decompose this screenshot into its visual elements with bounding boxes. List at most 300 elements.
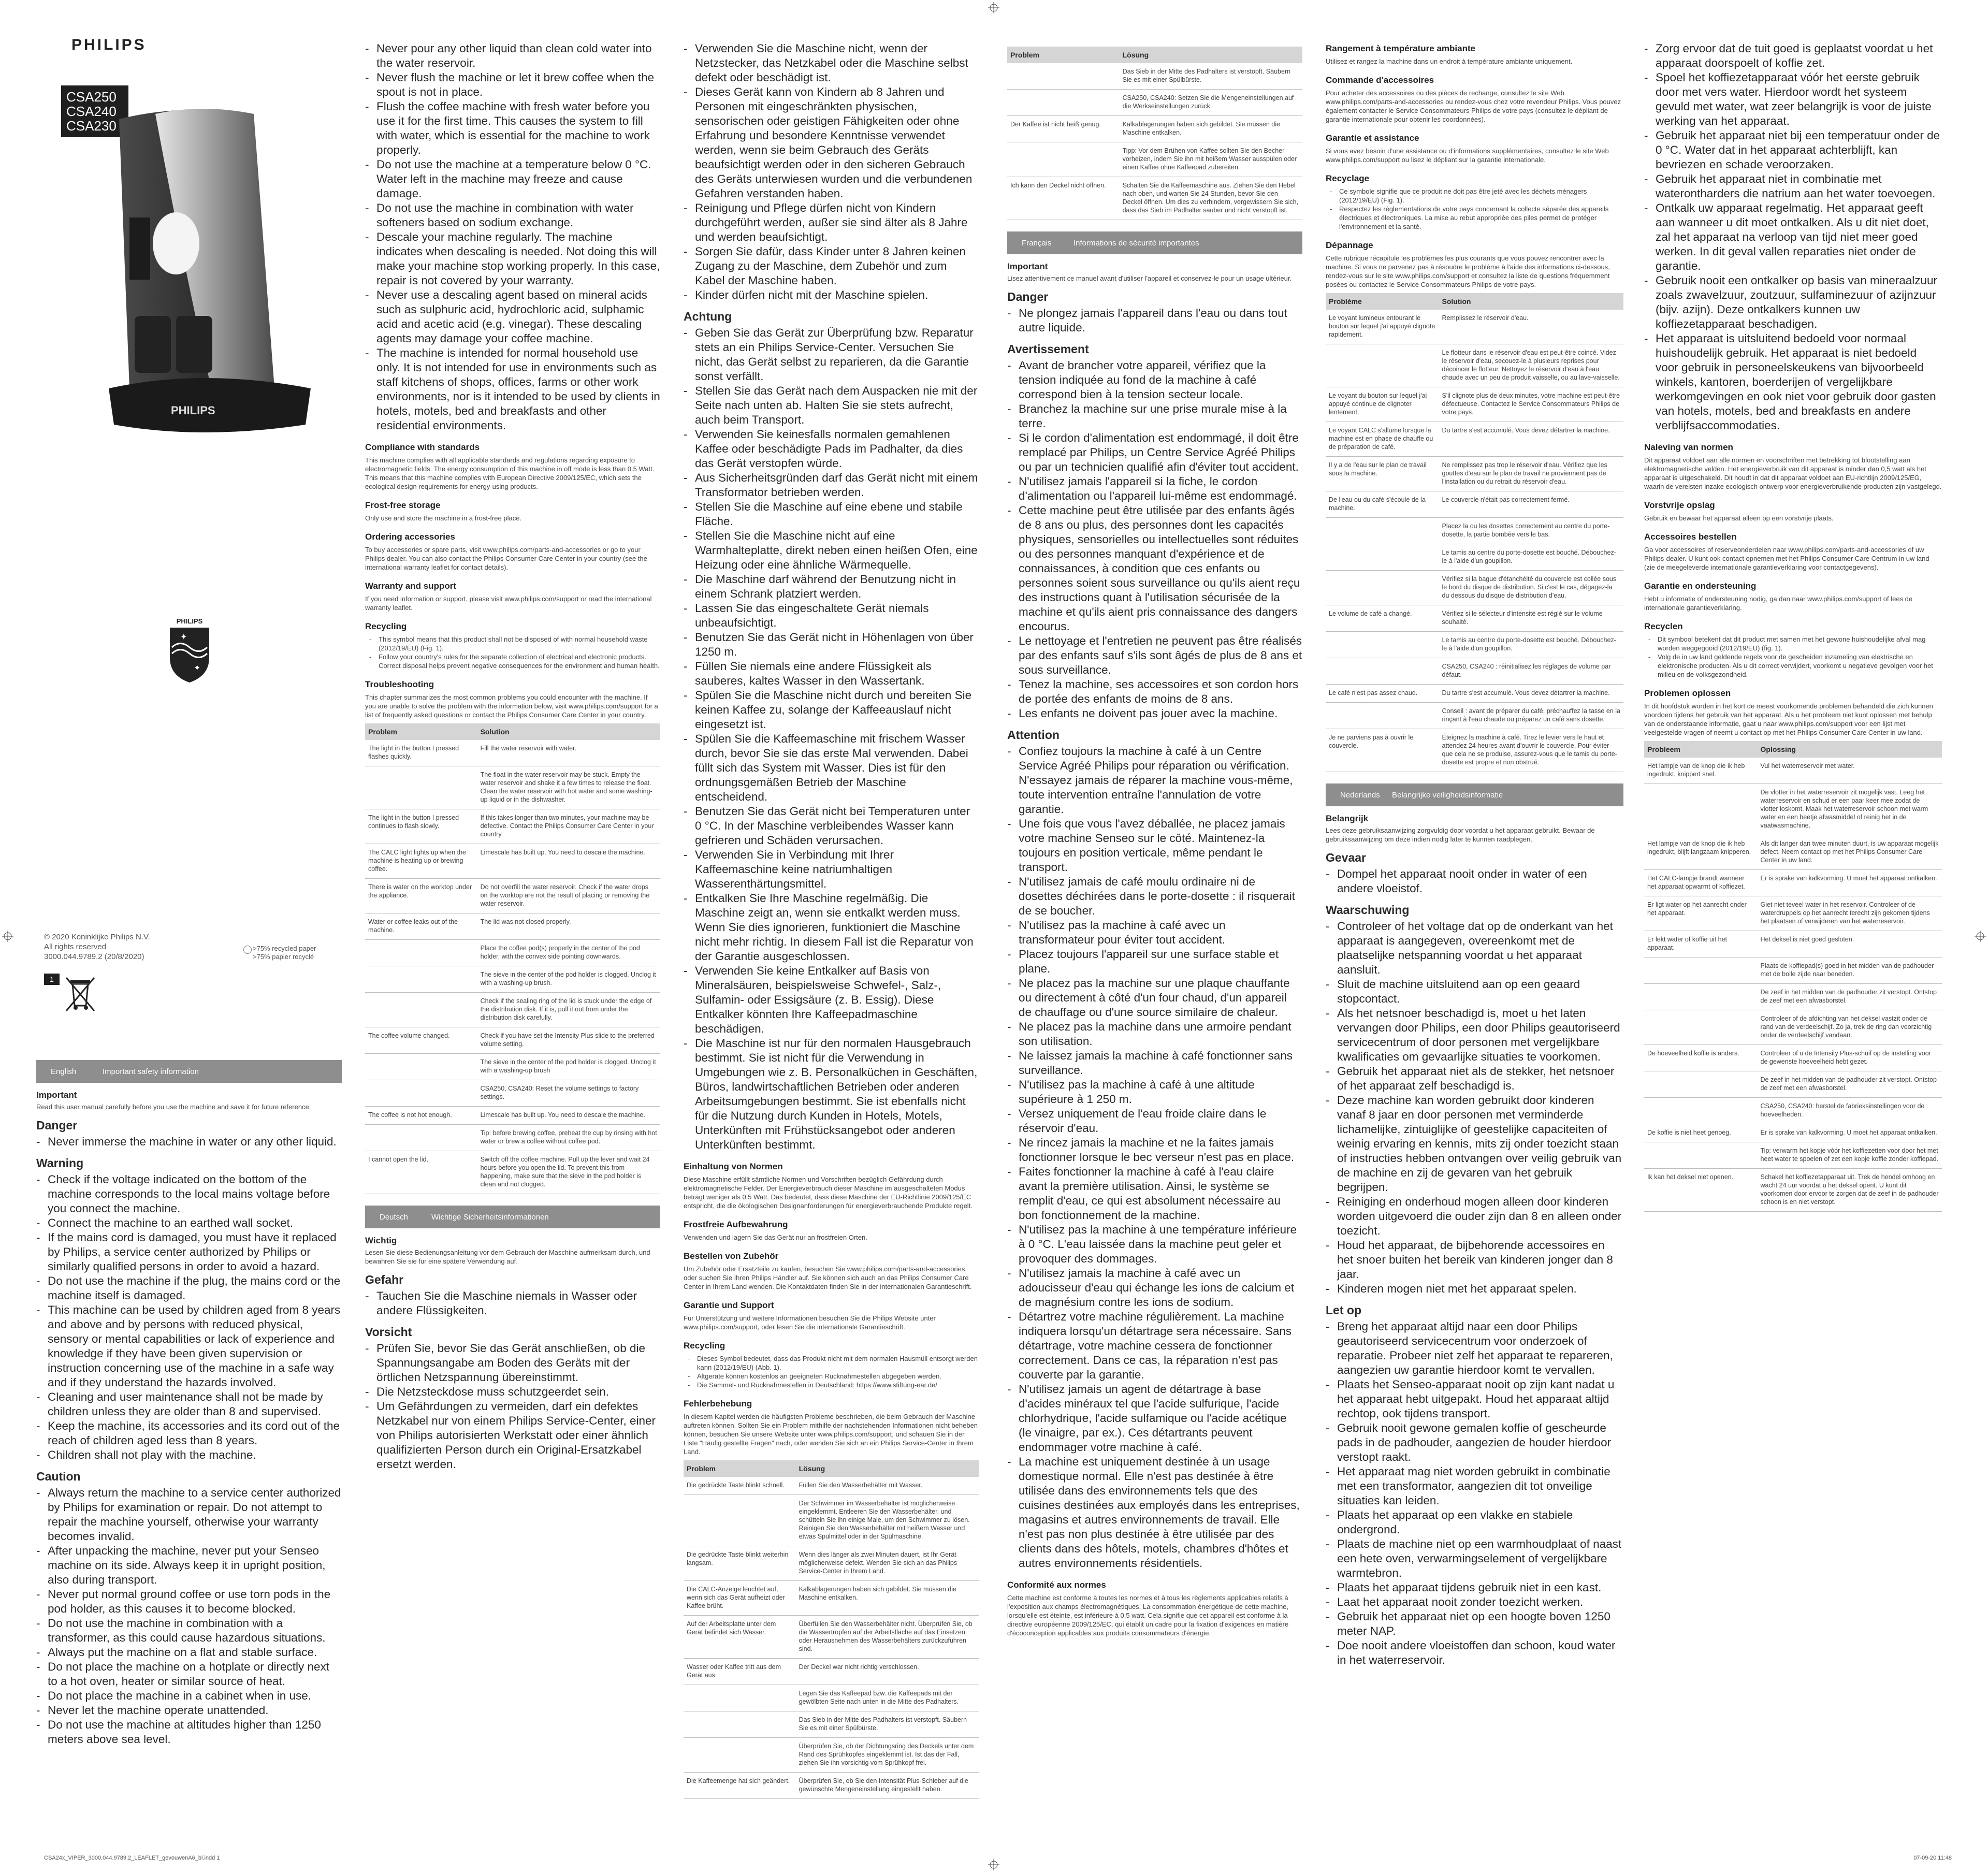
problem-cell: The coffee volume changed. (365, 1027, 477, 1054)
recycling-heading: Recycling (684, 1341, 725, 1351)
table-row (1007, 63, 1302, 90)
list-item: - Never pour any other liquid than clean cold water into the water reservoir. (365, 41, 660, 70)
solution-cell: Fill the water reservoir with water. (477, 740, 660, 766)
table-row (1326, 605, 1623, 632)
caution-list (684, 326, 979, 1152)
table-row (1007, 116, 1302, 142)
table-row (1644, 835, 1942, 870)
list-item: - Faites fonctionner la machine à café à l'eau claire avant la première utilisation. Ainsi, le système se remplit d'eau, ce qui est absolument nécessaire au bon fonctionnement de la machine. (1007, 1165, 1302, 1223)
language-label: Deutsch (380, 1212, 409, 1222)
solution-cell: The sieve in the center of the pod holder is clogged. Unclog it with a washing-up brush. (477, 966, 660, 993)
solution-cell: Der Schwimmer im Wasserbehälter ist möglicherweise eingeklemmt. Entleeren Sie den Wasserbehälter, und schütteln Sie ihn einige Male, um den Schwimmer zu lösen. Reinigen Sie den Wasserbehälter mit heißem Wasser und etwas Spülmittel oder in der Spülmaschine. (796, 1495, 979, 1546)
table-row (1326, 632, 1623, 658)
list-item: - Volg de in uw land geldende regels voor de gescheiden inzameling van elektrische en elektronische producten. Als u dit correct verwijdert, voorkomt u negatieve gevolgen voor het milieu en de volksgezondheid. (1644, 652, 1942, 679)
warning-list (1326, 919, 1623, 1296)
solution-cell: Das Sieb in der Mitte des Padhalters ist verstopft. Säubern Sie es mit einer Spülbürste. (1120, 63, 1302, 90)
troubleshooting-heading: Troubleshooting (365, 679, 434, 689)
section-heading: Wichtige Sicherheitsinformationen (431, 1212, 549, 1222)
frost-section (684, 1220, 979, 1242)
problem-cell: De koffie is niet heet genoeg. (1644, 1124, 1758, 1142)
list-item: - N'utilisez pas la machine à une température inférieure à 0 °C. L'eau laissée dans la machine peut geler et provoquer des dommages. (1007, 1223, 1302, 1266)
list-item: - Gebruik nooit een ontkalker op basis van mineraalzuur zoals zwavelzuur, zoutzuur, sulfaminezuur of azijnzuur (bijv. azijn). Deze ontkalkers kunnen uw koffiezetapparaat beschadigen. (1644, 273, 1942, 331)
solution-cell: CSA250, CSA240: herstel de fabrieksinstellingen voor de hoeveelheden. (1758, 1098, 1942, 1124)
print-date: 07-09-20 11:48 (1913, 1855, 1952, 1861)
list-item: - Sluit de machine uitsluitend aan op een geaard stopcontact. (1326, 977, 1623, 1006)
german-continued (684, 41, 979, 1802)
compliance-section (1644, 442, 1942, 491)
solution-cell: Der Deckel war nicht richtig verschlossen. (796, 1659, 979, 1685)
registration-mark-icon (1975, 931, 1986, 942)
solution-cell: Switch off the coffee machine. Pull up the lever and wait 24 hours before you open the lid. To prevent this from happening, make sure that the sieve in the pod holder is clean and not clogged. (477, 1151, 660, 1194)
solution-cell: Überfüllen Sie den Wasserbehälter nicht. Überprüfen Sie, ob die Wassertropfen auf der Arbeitsfläche auf das Einsetzen oder Herausnehmen des Wasserbehälters zurückzuführen sind. (796, 1616, 979, 1659)
troubleshooting-heading: Dépannage (1326, 240, 1373, 250)
recycling-list (1326, 187, 1623, 231)
troubleshooting-section (365, 679, 660, 719)
table-row (1007, 90, 1302, 116)
recycling-section (1326, 173, 1623, 231)
solution-cell: Check if the sealing ring of the lid is stuck under the edge of the distribution disk. If it is, pull it out from under the distribution disk carefully. (477, 993, 660, 1027)
table-row (684, 1685, 979, 1711)
list-item: - Plaats de machine niet op een warmhoudplaat of naast een hete oven, verwarmingselement of vergelijkbare warmtebron. (1326, 1537, 1623, 1580)
list-item: - Stellen Sie das Gerät nach dem Auspacken nie mit der Seite nach unten ab. Halten Sie sie stets aufrecht, auch beim Transport. (684, 384, 979, 427)
warranty-text: If you need information or support, please visit www.philips.com/support or read the international warranty leaflet. (365, 595, 652, 612)
solution-cell: Wenn dies länger als zwei Minuten dauert, ist Ihr Gerät möglicherweise defekt. Wenden Sie sich an das Philips Service-Center in Ihrem Land. (796, 1546, 979, 1581)
troubleshooting-text: Cette rubrique récapitule les problèmes les plus courants que vous pouvez rencontrer avec la machine. Si vous ne parvenez pas à résoudre le problème à l'aide des informations ci-dessous, rendez-vous sur le site www.philips.com/support et consultez la liste de questions fréquemment posées ou contactez le Service Consommateurs Philips de votre pays. (1326, 254, 1610, 288)
warning-list (1007, 358, 1302, 721)
warranty-text: Für Unterstützung und weitere Informationen besuchen Sie die Philips Website unter www.philips.com/support, oder lesen Sie die internationale Garantieschrift. (684, 1314, 936, 1331)
warning-heading: Vorsicht (365, 1325, 412, 1339)
frost-section (365, 500, 660, 523)
list-item: - Do not place the machine in a cabinet when in use. (36, 1689, 342, 1703)
problem-cell (1644, 1098, 1758, 1124)
important-heading: Belangrijk (1326, 814, 1369, 823)
problem-cell (1007, 90, 1120, 116)
list-item: - This machine can be used by children aged from 8 years and above and by persons with reduced physical, sensory or mental capabilities or lack of experience and knowledge if they have been given supervision or instruction concerning use of the machine in a safe way and if they understand the hazards involved. (36, 1303, 342, 1390)
list-item: - Do not place the machine on a hotplate or directly next to a hot oven, heater or similar source of heat. (36, 1660, 342, 1689)
table-row (1326, 422, 1623, 457)
important-text: Read this user manual carefully before you use the machine and save it for future reference. (36, 1103, 311, 1111)
troubleshooting-section (1644, 688, 1942, 737)
list-item: - Children shall not play with the machine. (36, 1448, 342, 1462)
troubleshooting-section (684, 1399, 979, 1456)
column-header: Problem (1007, 47, 1120, 63)
troubleshooting-table (1644, 741, 1942, 1212)
warning-list (36, 1172, 342, 1462)
table-row (684, 1581, 979, 1616)
table-row (1007, 177, 1302, 220)
problem-cell (1007, 142, 1120, 177)
list-item: - Ne laissez jamais la machine à café fonctionner sans surveillance. (1007, 1049, 1302, 1078)
solution-cell: Schalten Sie die Kaffeemaschine aus. Ziehen Sie den Hebel nach oben, und warten Sie 24 Stunden, bevor Sie den Deckel öffnen. Um dies zu verhindern, vergewissern Sie sich, dass das Sieb im Padhalter sauber und nicht verstopft ist. (1120, 177, 1302, 220)
troubleshooting-text: This chapter summarizes the most common problems you could encounter with the machine. If you are unable to solve the problem with the information below, visit www.philips.com/support for a list of frequently asked questions or contact the Philips Consumer Care Center in your country. (365, 693, 658, 719)
important-heading: Important (1007, 262, 1048, 271)
problem-cell: Die Kaffeemenge hat sich geändert. (684, 1773, 796, 1799)
list-item: - Ne rincez jamais la machine et ne la faites jamais fonctionner lorsque le bec verseur n'est pas en place. (1007, 1136, 1302, 1165)
table-row (1326, 658, 1623, 685)
ordering-text: Um Zubehör oder Ersatzteile zu kaufen, besuchen Sie www.philips.com/parts-and-accessories, oder suchen Sie Ihren Philips Händler auf. Sie können sich auch an das Philips Consumer Care Center in Ihrem Land wenden. Die Kontaktdaten finden Sie in der internationalen Garantieschrift. (684, 1265, 972, 1290)
solution-cell: Füllen Sie den Wasserbehälter mit Wasser. (796, 1477, 979, 1495)
solution-cell: Das Sieb in der Mitte des Padhalters ist verstopft. Säubern Sie es mit einer Spülbürste. (796, 1711, 979, 1738)
language-label: English (51, 1067, 77, 1076)
list-item: - Cette machine peut être utilisée par des enfants âgés de 8 ans ou plus, des personnes dont les capacités physiques, sensorielles ou intellectuelles sont réduites ou des personnes manquant d'expérience et de connaissances, à condition que ces enfants ou personnes soient sous surveillance ou qu'ils aient reçu des instructions quant à l'utilisation sécurisée de la machine et qu'ils aient pris connaissance des dangers encourus. (1007, 503, 1302, 634)
table-row (1644, 984, 1942, 1010)
list-item: - Détartrez votre machine régulièrement. La machine indiquera lorsqu'un détartrage sera nécessaire. Sans détartrage, votre machine cessera de fonctionner correctement. Dans ce cas, la réparation n'est pas couverte par la garantie. (1007, 1310, 1302, 1382)
list-item: - Prüfen Sie, bevor Sie das Gerät anschließen, ob die Spannungsangabe am Boden des Geräts mit der örtlichen Netzspannung übereinstimmt. (365, 1341, 660, 1385)
recycling-section (365, 621, 660, 670)
list-item: - Stellen Sie die Maschine auf eine ebene und stabile Fläche. (684, 500, 979, 529)
list-item: - Ne placez pas la machine sur une plaque chauffante ou directement à côté d'un four chaud, d'un appareil de chauffage ou d'une source similaire de chaleur. (1007, 976, 1302, 1020)
solution-cell: CSA250, CSA240: Setzen Sie die Mengeneinstellungen auf die Werkseinstellungen zurück. (1120, 90, 1302, 116)
ordering-heading: Accessoires bestellen (1644, 532, 1737, 542)
table-row (1644, 1124, 1942, 1142)
list-item: - Lassen Sie das eingeschaltete Gerät niemals unbeaufsichtigt. (684, 601, 979, 630)
problem-cell: The coffee is not hot enough. (365, 1107, 477, 1125)
recycling-section (1644, 621, 1942, 679)
solution-cell: De zeef in het midden van de padhouder zit verstopt. Ontstop de zeef met een afwasborstel. (1758, 1071, 1942, 1098)
safety-list (1644, 41, 1942, 433)
list-item: - Dieses Symbol bedeutet, dass das Produkt nicht mit dem normalen Hausmüll entsorgt werden kann (2012/19/EU) (Abb. 1). (684, 1354, 979, 1372)
problem-cell: Die gedrückte Taste blinkt schnell. (684, 1477, 796, 1495)
ordering-heading: Ordering accessories (365, 532, 455, 542)
list-item: - Zorg ervoor dat de tuit goed is geplaatst voordat u het apparaat doorspoelt of koffie zet. (1644, 41, 1942, 70)
list-item: - Tenez la machine, ses accessoires et son cordon hors de portée des enfants de moins de 8 ans. (1007, 677, 1302, 706)
model-name: CSA240 (66, 104, 117, 119)
list-item: - Never flush the machine or let it brew coffee when the spout is not in place. (365, 70, 660, 99)
list-item: - Follow your country's rules for the separate collection of electrical and electronic products. Correct disposal helps prevent negative consequences for the environment and human health. (365, 652, 660, 670)
german-french-column (1007, 41, 1302, 1639)
table-row (365, 1151, 660, 1194)
table-row (365, 844, 660, 879)
registration-mark-icon (988, 2, 999, 13)
language-label: Nederlands (1340, 790, 1380, 800)
crossed-bin-icon (62, 974, 98, 1015)
table-row (1644, 758, 1942, 784)
table-row (684, 1495, 979, 1546)
warranty-heading: Garantie en ondersteuning (1644, 581, 1757, 591)
list-item: - Always return the machine to a service center authorized by Philips for examination or repair. Do not attempt to repair the machine yourself, otherwise your warranty becomes invalid. (36, 1486, 342, 1544)
solution-cell: De vlotter in het waterreservoir zit mogelijk vast. Leeg het waterreservoir en schud er een paar keer mee zodat de vlotter loskomt. Maak het waterreservoir schoon met warm water en een beetje afwasmiddel of reinig het in de vaatwasmachine. (1758, 784, 1942, 835)
ordering-text: Ga voor accessoires of reserveonderdelen naar www.philips.com/parts-and-accessories of uw Philips-dealer. U kunt ook contact opnemen met het Philips Consumer Care Centrum in uw land (zie de meegeleverde internationale garantieverklaring voor contactgegevens). (1644, 546, 1929, 571)
list-item: - Plaats het Senseo-apparaat nooit op zijn kant nadat u het apparaat hebt uitgepakt. Houd het apparaat altijd rechtop, ook tijdens transport. (1326, 1377, 1623, 1421)
caution-list (1326, 1319, 1623, 1667)
frost-heading: Frost-free storage (365, 500, 441, 510)
solution-cell: Tipp: Vor dem Brühen von Kaffee sollten Sie den Becher vorheizen, indem Sie ihn mit heißem Wasser ausspülen oder einen Kaffee ohne Kaffeepad zubereiten. (1120, 142, 1302, 177)
solution-cell: Er is sprake van kalkvorming. U moet het apparaat ontkalken. (1758, 870, 1942, 896)
list-item: - This symbol means that this product shall not be disposed of with normal household waste (2012/19/EU) (Fig. 1). (365, 635, 660, 652)
problem-cell (1326, 518, 1439, 544)
column-header: Problem (684, 1460, 796, 1477)
frost-section (1644, 500, 1942, 523)
column-header: Solution (1439, 293, 1624, 310)
table-row (1326, 457, 1623, 491)
warranty-section (684, 1300, 979, 1331)
solution-cell: Legen Sie das Kaffeepad bzw. die Kaffeepads mit der gewölbten Seite nach unten in die Mitte des Padhalters. (796, 1685, 979, 1711)
table-row (365, 913, 660, 940)
list-item: - After unpacking the machine, never put your Senseo machine on its side. Always keep it in upright position, also during transport. (36, 1544, 342, 1587)
list-item: - Confiez toujours la machine à café à un Centre Service Agréé Philips pour réparation ou vérification. N'essayez jamais de réparer la machine vous-même, toute intervention entraîne l'annulation de votre garantie. (1007, 744, 1302, 817)
list-item: - Spoel het koffiezetapparaat vóór het eerste gebruik door met vers water. Hierdoor wordt het systeem gevuld met water, wat zeer belangrijk is voor de juiste werking van het apparaat. (1644, 70, 1942, 128)
list-item: - Ne plongez jamais l'appareil dans l'eau ou dans tout autre liquide. (1007, 306, 1302, 335)
solution-cell: Controleer of u de Intensity Plus-schuif op de instelling voor de gewenste hoeveelheid hebt gezet. (1758, 1045, 1942, 1071)
compliance-section (684, 1162, 979, 1210)
warranty-section (1644, 581, 1942, 612)
problem-cell (1644, 1010, 1758, 1045)
warranty-heading: Warranty and support (365, 581, 456, 591)
language-header-dutch (1326, 783, 1623, 806)
problem-cell: De hoeveelheid koffie is anders. (1644, 1045, 1758, 1071)
table-row (1644, 1071, 1942, 1098)
english-section (36, 1049, 342, 1747)
table-row (684, 1477, 979, 1495)
troubleshooting-heading: Problemen oplossen (1644, 688, 1731, 698)
list-item: - Benutzen Sie das Gerät nicht in Höhenlagen von über 1250 m. (684, 630, 979, 659)
problem-cell: There is water on the worktop under the appliance. (365, 879, 477, 913)
solution-cell: If this takes longer than two minutes, your machine may be defective. Contact the Philips Consumer Care Center in your country. (477, 809, 660, 844)
column-header: Problème (1326, 293, 1439, 310)
recycled-paper-note (253, 945, 316, 961)
problem-cell (1326, 658, 1439, 685)
table-row (1644, 1098, 1942, 1124)
list-item: - Plaats het apparaat tijdens gebruik niet in een kast. (1326, 1580, 1623, 1595)
problem-cell (684, 1685, 796, 1711)
registration-mark-icon (988, 1859, 999, 1870)
warning-heading: Warning (36, 1156, 84, 1170)
solution-cell: S'il clignote plus de deux minutes, votre machine est peut-être défectueuse. Contactez le Service Consommateurs Philips de votre pays. (1439, 387, 1624, 422)
list-item: - Dompel het apparaat nooit onder in water of een andere vloeistof. (1326, 867, 1623, 896)
problem-cell (1326, 703, 1439, 729)
column-header: Oplossing (1758, 741, 1942, 758)
problem-cell: Je ne parviens pas à ouvrir le couvercle. (1326, 729, 1439, 772)
philips-shield-logo (165, 616, 214, 684)
list-item: - The machine is intended for normal household use only. It is not intended for use in environments such as staff kitchens of shops, offices, farms or other work environments, nor is it intended to be used by clients in hotels, motels, bed and breakfasts and other residential environments. (365, 346, 660, 433)
problem-cell (365, 940, 477, 966)
table-row (365, 766, 660, 809)
problem-cell: Het lampje van de knop die ik heb ingedrukt, blijft langzaam knipperen. (1644, 835, 1758, 870)
table-row (684, 1616, 979, 1659)
compliance-section (365, 442, 660, 491)
solution-cell: Ne remplissez pas trop le réservoir d'eau. Vérifiez que les gouttes d'eau sur le plan de travail ne proviennent pas de l'installation ou du retrait du réservoir d'eau. (1439, 457, 1624, 491)
list-item: - Doe nooit andere vloeistoffen dan schoon, koud water in het waterreservoir. (1326, 1638, 1623, 1667)
list-item: - Never let the machine operate unattended. (36, 1703, 342, 1718)
solution-cell: Er is sprake van kalkvorming. U moet het apparaat ontkalken. (1758, 1124, 1942, 1142)
list-item: - Keep the machine, its accessories and its cord out of the reach of children aged less than 8 years. (36, 1419, 342, 1448)
problem-cell (365, 966, 477, 993)
list-item: - Never immerse the machine in water or any other liquid. (36, 1135, 342, 1149)
list-item: - Verwenden Sie keine Entkalker auf Basis von Mineralsäuren, beispielsweise Schwefel-, Salz-, Sulfamin- oder Essigsäure (z. B. Essig). Diese Entkalker könnten Ihre Kaffeepadmaschine beschädigen. (684, 964, 979, 1036)
solution-cell: CSA250, CSA240: Reset the volume settings to factory settings. (477, 1080, 660, 1107)
list-item: - Verwenden Sie keinesfalls normalen gemahlenen Kaffee oder beschädigte Pads im Padhalter, da dies das Gerät verstopfen würde. (684, 427, 979, 471)
list-item: - Branchez la machine sur une prise murale mise à la terre. (1007, 402, 1302, 431)
language-header-german (365, 1206, 660, 1228)
solution-cell: Schakel het koffiezetapparaat uit. Trek de hendel omhoog en wacht 24 uur voordat u het deksel opent. U kunt dit voorkomen door ervoor te zorgen dat de zeef in de padhouder schoon is en niet verstopt. (1758, 1169, 1942, 1212)
list-item: - Deze machine kan worden gebruikt door kinderen vanaf 8 jaar en door personen met verminderde lichamelijke, zintuiglijke of geestelijke capaciteiten of weinig ervaring en kennis, mits zij onder toezicht staan of instructies hebben ontvangen over veilig gebruik van de machine en zij de gevaren van het gebruik begrijpen. (1326, 1093, 1623, 1195)
problem-cell (365, 1080, 477, 1107)
solution-cell: Het deksel is niet goed gesloten. (1758, 931, 1942, 957)
troubleshooting-table (684, 1460, 979, 1799)
ordering-section (1326, 75, 1623, 124)
solution-cell: Du tartre s'est accumulé. Vous devez détartrer la machine. (1439, 422, 1624, 457)
dutch-continued (1644, 41, 1942, 1215)
list-item: - Sorgen Sie dafür, dass Kinder unter 8 Jahren keinen Zugang zu der Maschine, dem Zubehör und zum Kabel der Maschine haben. (684, 244, 979, 288)
solution-cell: Kalkablagerungen haben sich gebildet. Sie müssen die Maschine entkalken. (1120, 116, 1302, 142)
table-row (365, 1054, 660, 1080)
ambient-section (1326, 43, 1623, 66)
ambient-text: Utilisez et rangez la machine dans un endroit à température ambiante uniquement. (1326, 57, 1573, 65)
solution-cell: Plaats de koffiepad(s) goed in het midden van de padhouder met de bolle zijde naar beneden. (1758, 957, 1942, 984)
list-item: - Flush the coffee machine with fresh water before you use it for the first time. This causes the system to fill with water, which is essential for the machine to work properly. (365, 99, 660, 157)
frost-heading: Frostfreie Aufbewahrung (684, 1220, 788, 1229)
recycling-list (365, 635, 660, 670)
list-item: - Verwenden Sie die Maschine nicht, wenn der Netzstecker, das Netzkabel oder die Maschine selbst defekt oder beschädigt ist. (684, 41, 979, 85)
list-item: - Breng het apparaat altijd naar een door Philips geautoriseerd servicecentrum voor onderzoek of reparatie. Probeer niet zelf het apparaat te repareren, aangezien uw garantie hierdoor komt te vervallen. (1326, 1319, 1623, 1377)
list-item: - Die Maschine ist nur für den normalen Hausgebrauch bestimmt. Sie ist nicht für die Verwendung in Umgebungen wie z. B. Personalküchen in Geschäften, Büros, landwirtschaftlichen Betrieben oder anderen Arbeitsumgebungen bestimmt. Sie ist ebenfalls nicht für die Nutzung durch Kunden in Hotels, Motels, Unterkünften mit Frühstücksangebot oder anderen Unterkünften bestimmt. (684, 1036, 979, 1152)
problem-cell: Er ligt water op het aanrecht onder het apparaat. (1644, 896, 1758, 931)
list-item: - Connect the machine to an earthed wall socket. (36, 1216, 342, 1230)
troubleshooting-section (1326, 240, 1623, 289)
table-row (365, 1080, 660, 1107)
solution-cell: Limescale has built up. You need to descale the machine. (477, 844, 660, 879)
list-item: - Une fois que vous l'avez déballée, ne placez jamais votre machine Senseo sur le côté. Maintenez-la toujours en position verticale, même pendant le transport. (1007, 817, 1302, 875)
list-item: - Spülen Sie die Kaffeemaschine mit frischem Wasser durch, bevor Sie sie das erste Mal verwenden. Dabei füllt sich das System mit Wasser. Dies ist für den ordnungsgemäßen Betrieb der Maschine entscheidend. (684, 732, 979, 804)
problem-cell: Water or coffee leaks out of the machine. (365, 913, 477, 940)
solution-cell: The sieve in the center of the pod holder is clogged. Unclog it with a washing-up brush (477, 1054, 660, 1080)
list-item: - Laat het apparaat nooit zonder toezicht werken. (1326, 1595, 1623, 1609)
solution-cell: Check if you have set the Intensity Plus slide to the preferred volume setting. (477, 1027, 660, 1054)
model-name: CSA250 (66, 89, 117, 105)
troubleshooting-text: In dit hoofdstuk worden in het kort de meest voorkomende problemen behandeld die zich kunnen voordoen tijdens het gebruik van het apparaat. Als u het probleem niet kunt oplossen met behulp van de onderstaande informatie, gaat u naar www.philips.com/support voor een lijst met veelgestelde vragen of neemt u contact op met het Philips Consumer Care Center in uw land. (1644, 702, 1933, 736)
list-item: - Benutzen Sie das Gerät nicht bei Temperaturen unter 0 °C. In der Maschine verbleibendes Wasser kann gefrieren und Schäden verursachen. (684, 804, 979, 848)
compliance-text: Cette machine est conforme à toutes les normes et à tous les règlements applicables relatifs à l'exposition aux champs électromagnétiques. La consommation énergétique de cette machine, lorsqu'elle est éteinte, est inférieure à 0,5 watt. Cela signifie que cet appareil est conforme à la directive européenne 2009/125/EC, qui établit un cadre pour la fixation d'exigences en matière d'écoconception applicables aux produits consommateurs d'énergie. (1007, 1594, 1289, 1637)
list-item: - Um Gefährdungen zu vermeiden, darf ein defektes Netzkabel nur von einem Philips Service-Center, einer von Philips autorisierten Werkstatt oder einer ähnlich qualifizierten Person durch ein Original-Ersatzkabel ersetzt werden. (365, 1399, 660, 1472)
list-item: - Ce symbole signifie que ce produit ne doit pas être jeté avec les déchets ménagers (2012/19/EU) (Fig. 1). (1326, 187, 1623, 205)
compliance-heading: Conformité aux normes (1007, 1580, 1106, 1590)
frost-heading: Vorstvrije opslag (1644, 500, 1715, 510)
recycled-line: >75% recycled paper (253, 945, 316, 952)
list-item: - Do not use the machine in combination with a transformer, as this could cause hazardous situations. (36, 1616, 342, 1645)
language-label: Français (1022, 238, 1052, 248)
problem-cell: I cannot open the lid. (365, 1151, 477, 1194)
list-item: - Si le cordon d'alimentation est endommagé, il doit être remplacé par Philips, un Centre Service Agréé Philips ou par un technicien qualifié afin d'éviter tout accident. (1007, 431, 1302, 474)
list-item: - Die Netzsteckdose muss schutzgeerdet sein. (365, 1385, 660, 1399)
warranty-heading: Garantie et assistance (1326, 133, 1419, 143)
list-item: - Reiniging en onderhoud mogen alleen door kinderen worden uitgevoerd die ouder zijn dan 8 en alleen onder toezicht. (1326, 1195, 1623, 1238)
table-row (365, 1125, 660, 1151)
table-row (365, 966, 660, 993)
list-item: - Always put the machine on a flat and stable surface. (36, 1645, 342, 1660)
table-row (1326, 310, 1623, 344)
important-text: Lees deze gebruiksaanwijzing zorgvuldig door voordat u het apparaat gebruikt. Bewaar de gebruiksaanwijzing om deze indien nodig later te kunnen raadplegen. (1326, 826, 1595, 843)
warranty-heading: Garantie und Support (684, 1300, 774, 1310)
list-item: - If the mains cord is damaged, you must have it replaced by Philips, a service center authorized by Philips or similarly qualified persons in order to avoid a hazard. (36, 1230, 342, 1274)
danger-heading: Gevaar (1326, 851, 1367, 864)
problem-cell: The light in the button I pressed continues to flash slowly. (365, 809, 477, 844)
column-header: Solution (477, 723, 660, 740)
important-text: Lisez attentivement ce manuel avant d'utiliser l'appareil et conservez-le pour un usage ultérieur. (1007, 274, 1292, 282)
machine-brand-text: PHILIPS (171, 404, 215, 417)
recycling-heading: Recycling (365, 621, 407, 631)
list-item: - Do not use the machine if the plug, the mains cord or the machine itself is damaged. (36, 1274, 342, 1303)
warning-heading: Avertissement (1007, 342, 1089, 356)
list-item: - Geben Sie das Gerät zur Überprüfung bzw. Reparatur stets an ein Philips Service-Center. Versuchen Sie nicht, das Gerät selbst zu reparieren, da die Garantie sonst verfällt. (684, 326, 979, 384)
list-item: - Reinigung und Pflege dürfen nicht von Kindern durchgeführt werden, außer sie sind älter als 8 Jahre und werden beaufsichtigt. (684, 201, 979, 244)
danger-list (1007, 306, 1302, 335)
list-item: - Avant de brancher votre appareil, vérifiez que la tension indiquée au fond de la machine à café correspond bien à la tension secteur locale. (1007, 358, 1302, 402)
list-item: - Gebruik het apparaat niet als de stekker, het netsnoer of het apparaat zelf beschadigd is. (1326, 1064, 1623, 1093)
important-text: Lesen Sie diese Bedienungsanleitung vor dem Gebrauch der Maschine aufmerksam durch, und bewahren Sie sie für eine spätere Verwendung auf. (365, 1249, 650, 1265)
section-heading: Important safety information (103, 1067, 199, 1076)
problem-cell: Ik kan het deksel niet openen. (1644, 1169, 1758, 1212)
list-item: - Gebruik het apparaat niet in combinatie met waterontharders die natrium aan het water toevoegen. (1644, 172, 1942, 201)
list-item: - Die Sammel- und Rücknahmestellen in Deutschland: https://www.stiftung-ear.de/ (684, 1381, 979, 1389)
table-row (1644, 1169, 1942, 1212)
list-item: - Gebruik het apparaat niet op een hoogte boven 1250 meter NAP. (1326, 1609, 1623, 1638)
table-row (1326, 344, 1623, 387)
list-item: - N'utilisez pas la machine à café à une altitude supérieure à 1 250 m. (1007, 1078, 1302, 1107)
problem-cell: The light in the button I pressed flashes quickly. (365, 740, 477, 766)
list-item: - Never put normal ground coffee or use torn pods in the pod holder, as this causes it to become blocked. (36, 1587, 342, 1616)
troubleshooting-table (365, 723, 660, 1194)
problem-cell (1644, 784, 1758, 835)
ambient-heading: Rangement à température ambiante (1326, 43, 1476, 53)
ordering-text: To buy accessories or spare parts, visit www.philips.com/parts-and-accessories or go to your Philips dealer. You can also contact the Philips Consumer Care Center in your country (see the international warranty leaflet for contact details). (365, 546, 647, 571)
danger-list (365, 1289, 660, 1318)
table-row (684, 1659, 979, 1685)
problem-cell (1644, 957, 1758, 984)
caution-list (36, 1486, 342, 1747)
compliance-heading: Naleving van normen (1644, 442, 1733, 452)
solution-cell: Vul het waterreservoir met water. (1758, 758, 1942, 784)
list-item: - Dieses Gerät kann von Kindern ab 8 Jahren und Personen mit eingeschränkten physischen, sensorischen oder geistigen Fähigkeiten oder ohne Erfahrung und besondere Kenntnisse verwendet werden, wenn sie beim Gebrauch des Geräts beaufsichtigt werden oder in den sicheren Gebrauch des Geräts unterwiesen wurden und die verbundenen Gefahren verstanden haben. (684, 85, 979, 201)
table-row (365, 993, 660, 1027)
caution-heading: Let op (1326, 1303, 1361, 1317)
problem-cell (1326, 544, 1439, 571)
warranty-section (365, 581, 660, 612)
list-item: - Dit symbool betekent dat dit product met samen met het gewone huishoudelijke afval mag worden weggegooid (2012/19/EU) (fig. 1). (1644, 635, 1942, 652)
problem-cell (365, 1125, 477, 1151)
table-row (1326, 544, 1623, 571)
problem-cell: The CALC light lights up when the machine is heating up or brewing coffee. (365, 844, 477, 879)
list-item: - Placez toujours l'appareil sur une surface stable et plane. (1007, 947, 1302, 976)
table-row (1644, 1045, 1942, 1071)
list-item: - N'utilisez jamais la machine à café avec un adoucisseur d'eau qui échange les ions de calcium et de magnésium contre les ions de sodium. (1007, 1266, 1302, 1310)
solution-cell: De zeef in het midden van de padhouder zit verstopt. Ontstop de zeef met een afwasborstel. (1758, 984, 1942, 1010)
list-item: - N'utilisez pas la machine à café avec un transformateur pour éviter tout accident. (1007, 918, 1302, 947)
recycled-line: >75% papier recyclé (253, 953, 314, 961)
frost-text: Only use and store the machine in a frost-free place. (365, 514, 522, 522)
table-row (365, 1027, 660, 1054)
caution-heading: Caution (36, 1470, 81, 1483)
problem-cell: Auf der Arbeitsplatte unter dem Gerät befindet sich Wasser. (684, 1616, 796, 1659)
table-row (1644, 870, 1942, 896)
compliance-text: This machine complies with all applicable standards and regulations regarding exposure to electromagnetic fields. The energy consumption of this machine in off mode is less than 0.5 Watt. This means that this machine complies with European Directive 2009/125/EC, which sets the ecological design requirements for energy-using products. (365, 456, 655, 490)
column-header: Lösung (796, 1460, 979, 1477)
safety-list (365, 41, 660, 433)
warning-heading: Waarschuwing (1326, 903, 1410, 917)
coffee-machine-image (98, 98, 342, 440)
table-row (1326, 571, 1623, 605)
problem-cell (365, 993, 477, 1027)
column-header: Probleem (1644, 741, 1758, 758)
table-row (365, 809, 660, 844)
solution-cell: Placez la ou les dosettes correctement au centre du porte-dosette, la partie bombée vers le bas. (1439, 518, 1624, 544)
ordering-heading: Bestellen von Zubehör (684, 1251, 779, 1261)
registration-mark-icon (2, 931, 13, 942)
table-row (1326, 387, 1623, 422)
danger-list (36, 1135, 342, 1149)
table-row (365, 740, 660, 766)
table-row (1326, 685, 1623, 703)
solution-cell: Als dit langer dan twee minuten duurt, is uw apparaat mogelijk defect. Neem contact op met het Philips Consumer Care Center in uw land. (1758, 835, 1942, 870)
